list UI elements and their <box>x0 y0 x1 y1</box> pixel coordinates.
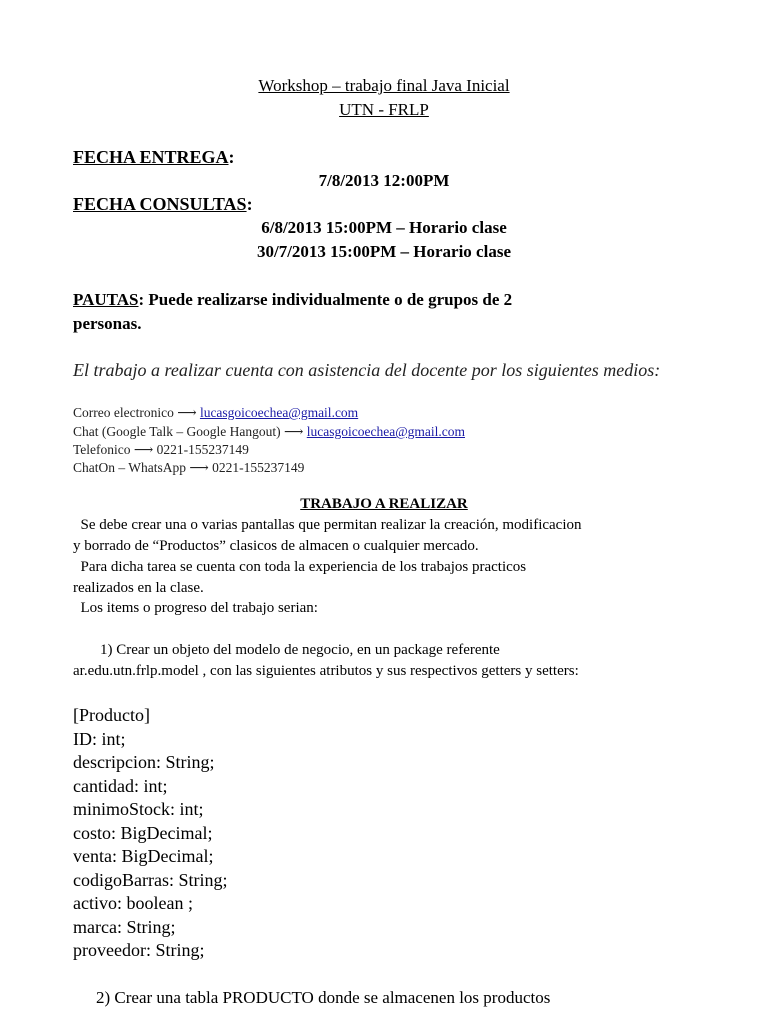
fecha-entrega-colon: : <box>228 147 235 167</box>
correo-email-link[interactable]: lucasgoicoechea@gmail.com <box>199 405 359 420</box>
producto-definition <box>73 704 227 963</box>
item-2: 2) Crear una tabla PRODUCTO donde se almacenen los productos <box>96 988 551 1007</box>
trabajo-p2a: Para dicha tarea se cuenta con toda la experiencia de los trabajos practicos <box>73 559 527 575</box>
pautas-line <box>73 290 512 310</box>
fecha-consultas-date-1: 6/8/2013 15:00PM – Horario clase <box>261 218 507 237</box>
fecha-consultas-date-2: 30/7/2013 15:00PM – Horario clase <box>256 242 511 261</box>
trabajo-heading: TRABAJO A REALIZAR <box>300 496 468 512</box>
trabajo-p2b: realizados en la clase. <box>73 580 204 596</box>
producto-line: costo: BigDecimal; <box>73 822 213 843</box>
contact-chat <box>73 424 465 440</box>
producto-line: marca: String; <box>73 916 176 937</box>
asistencia-intro: El trabajo a realizar cuenta con asistencia del docente por los siguientes medios: <box>73 360 661 380</box>
pautas-text: : Puede realizarse individualmente o de grupos de 2 <box>138 290 513 309</box>
trabajo-p1a: Se debe crear una o varias pantallas que permitan realizar la creación, modificacion <box>73 517 582 533</box>
item-1-line-b: ar.edu.utn.frlp.model , con las siguientes atributos y sus respectivos getters y setters: <box>73 663 579 679</box>
contact-correo <box>73 405 358 421</box>
fecha-consultas-label: FECHA CONSULTAS <box>73 194 247 214</box>
item-1-line-a: 1) Crear un objeto del modelo de negocio, en un package referente <box>100 642 500 658</box>
fecha-entrega-date: 7/8/2013 12:00PM <box>318 171 450 190</box>
trabajo-p1b: y borrado de “Productos” clasicos de almacen o cualquier mercado. <box>73 538 479 554</box>
producto-line: ID: int; <box>73 728 126 749</box>
producto-line: descripcion: String; <box>73 752 215 772</box>
contact-telefono: Telefonico ⟶ 0221-155237149 <box>73 442 249 457</box>
doc-subtitle: UTN - FRLP <box>339 100 429 119</box>
producto-line: minimoStock: int; <box>73 799 204 819</box>
fecha-entrega-heading <box>73 147 235 168</box>
producto-line: proveedor: String; <box>73 940 205 960</box>
pautas-label: PAUTAS <box>73 290 139 309</box>
trabajo-p3: Los items o progreso del trabajo serian: <box>73 600 318 616</box>
fecha-entrega-label: FECHA ENTREGA <box>73 147 229 167</box>
chat-email-link[interactable]: lucasgoicoechea@gmail.com <box>306 424 465 439</box>
producto-line: venta: BigDecimal; <box>73 846 214 866</box>
producto-line: codigoBarras: String; <box>73 869 228 890</box>
chat-label: Chat (Google Talk – Google Hangout) ⟶ <box>73 424 307 439</box>
fecha-consultas-colon: : <box>246 194 253 214</box>
fecha-consultas-heading <box>73 194 253 215</box>
doc-title: Workshop – trabajo final Java Inicial <box>258 76 510 95</box>
producto-line: activo: boolean ; <box>73 893 193 913</box>
pautas-text-2: personas. <box>73 314 142 333</box>
producto-line: [Producto] <box>73 705 150 725</box>
contact-whatsapp: ChatOn – WhatsApp ⟶ 0221-155237149 <box>73 460 305 475</box>
correo-label: Correo electronico ⟶ <box>73 405 200 420</box>
producto-line: cantidad: int; <box>73 775 168 796</box>
